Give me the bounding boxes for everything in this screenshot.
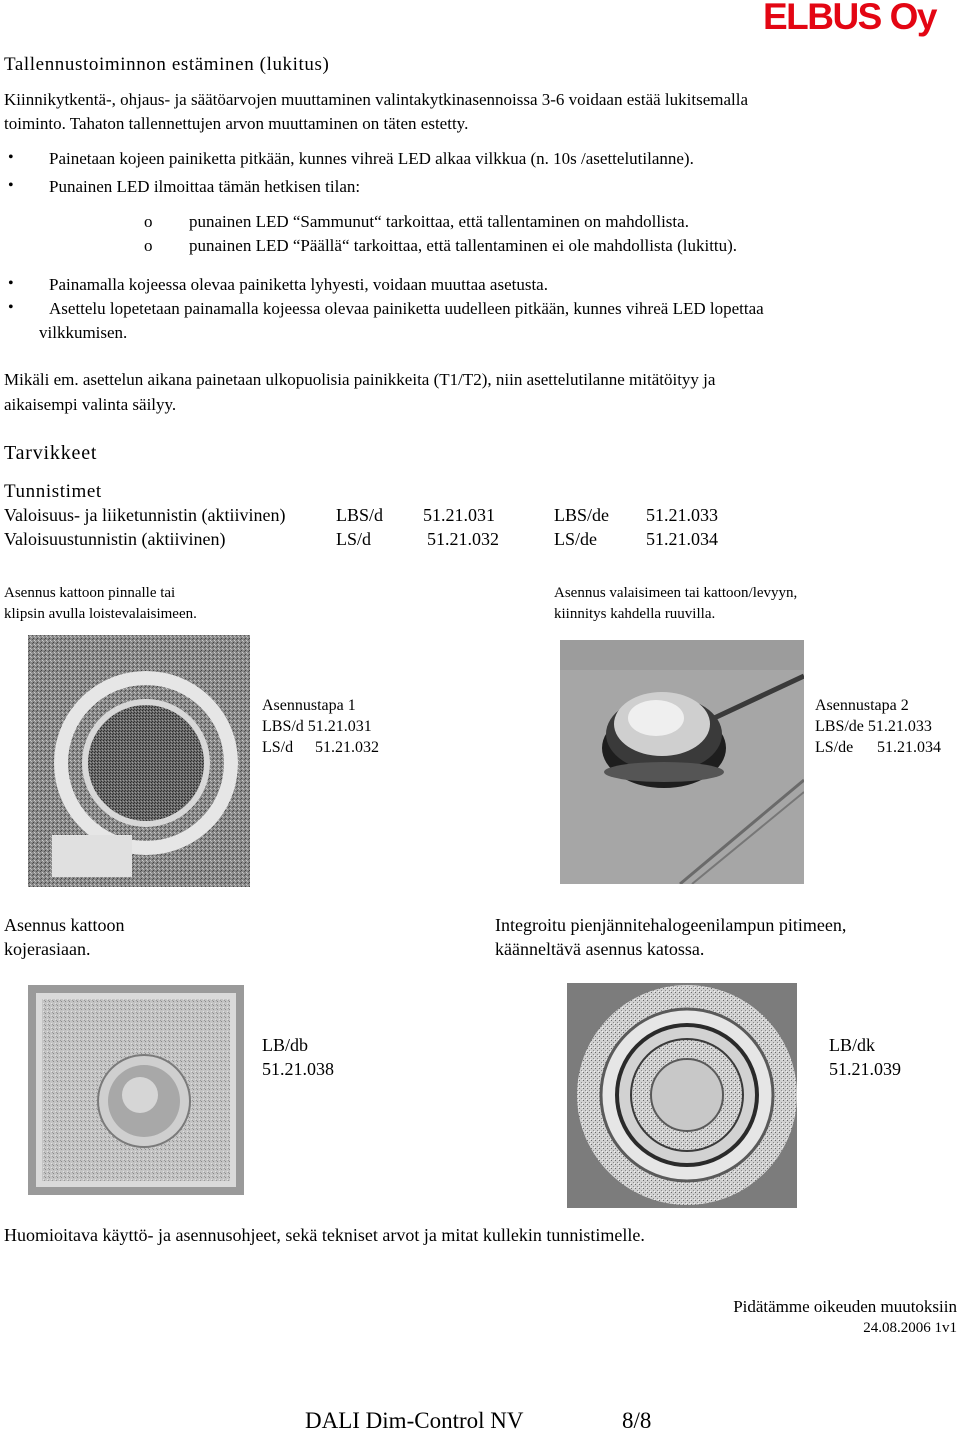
mount-right-line2: kiinnitys kahdella ruuvilla.: [554, 606, 716, 622]
halogen-caption-line2: käänneltävä asennus katossa.: [495, 939, 705, 959]
note-line2: aikaisempi valinta säilyy.: [4, 395, 177, 414]
lock-intro-line2: toiminto. Tahaton tallennettujen arvon muuttaminen on täten estetty.: [4, 114, 469, 133]
sensor-row-name: Valoisuus- ja liiketunnistin (aktiivinen): [4, 505, 286, 525]
method1-line1: LBS/d 51.21.031: [262, 718, 372, 735]
lb-db-type: LB/db: [262, 1035, 309, 1055]
rights-reserved: Pidätämme oikeuden muutoksiin: [733, 1297, 957, 1316]
box-caption-line1: Asennus kattoon: [4, 915, 125, 935]
method2-title: Asennustapa 2: [815, 697, 909, 714]
lb-dk-code: 51.21.039: [829, 1059, 901, 1079]
sensor-row-name: Valoisuustunnistin (aktiivinen): [4, 529, 226, 549]
sensor-row-code2: 51.21.033: [646, 505, 718, 525]
instruction-note: Huomioitava käyttö- ja asennusohjeet, sekä tekniset arvot ja mitat kullekin tunnistimelle.: [4, 1225, 645, 1245]
bullet-dot: •: [8, 275, 14, 292]
sensor-row-type2: LBS/de: [554, 505, 610, 525]
lb-db-code: 51.21.038: [262, 1059, 334, 1079]
method2-line2-type: LS/de: [815, 739, 854, 756]
mount-left-line1: Asennus kattoon pinnalle tai: [4, 585, 176, 601]
sub-bullet-2: punainen LED “Päällä“ tarkoittaa, että tallentaminen ei ole mahdollista (lukittu).: [189, 236, 738, 255]
sensor-row-type2: LS/de: [554, 529, 597, 549]
lock-section-heading: Tallennustoiminnon estäminen (lukitus): [4, 54, 330, 75]
method1-line2-type: LS/d: [262, 739, 294, 756]
method2-line2-code: 51.21.034: [877, 739, 941, 756]
method2-line1: LBS/de 51.21.033: [815, 718, 932, 735]
lock-intro-line1: Kiinnikytkentä-, ohjaus- ja säätöarvojen muuttaminen valintakytkinasennoissa 3-6 voidaan estää lukitsemalla: [4, 90, 749, 109]
sub-bullet-marker: o: [144, 236, 153, 255]
sensor-row-type1: LS/d: [336, 529, 372, 549]
accessories-heading: Tarvikkeet: [4, 442, 98, 464]
sub-bullet-1: punainen LED “Sammunut“ tarkoittaa, että tallentaminen on mahdollista.: [189, 212, 689, 231]
sensor-row-code1: 51.21.032: [427, 529, 499, 549]
sensor-box-photo: [28, 985, 244, 1195]
lb-dk-type: LB/dk: [829, 1035, 876, 1055]
sensor-row-code1: 51.21.031: [423, 505, 495, 525]
bullet-2: Punainen LED ilmoittaa tämän hetkisen tilan:: [49, 177, 361, 196]
bullet-4-line2: vilkkumisen.: [39, 323, 128, 342]
sensor-row-code2: 51.21.034: [646, 529, 718, 549]
bullet-3: Painamalla kojeessa olevaa painiketta lyhyesti, voidaan muuttaa asetusta.: [49, 275, 548, 294]
mount-right-line1: Asennus valaisimeen tai kattoon/levyyn,: [554, 585, 798, 601]
mount-left-line2: klipsin avulla loistevalaisimeen.: [4, 606, 197, 622]
bullet-dot: •: [8, 177, 14, 194]
method1-line2-code: 51.21.032: [315, 739, 379, 756]
halogen-caption-line1: Integroitu pienjännitehalogeenilampun pitimeen,: [495, 915, 847, 935]
box-caption-line2: kojerasiaan.: [4, 939, 91, 959]
sensors-heading: Tunnistimet: [4, 481, 102, 502]
sensor-row-type1: LBS/d: [336, 505, 384, 525]
method1-title: Asennustapa 1: [262, 697, 356, 714]
brand-logo: ELBUS Oy: [762, 0, 936, 37]
footer-title: DALI Dim-Control NV: [305, 1408, 524, 1433]
sensor-flush-photo: [28, 635, 250, 887]
page-number: 8/8: [622, 1408, 652, 1433]
sensor-luminaire-photo: [560, 640, 804, 884]
bullet-dot: •: [8, 299, 14, 316]
sub-bullet-marker: o: [144, 212, 153, 231]
bullet-4-line1: Asettelu lopetetaan painamalla kojeessa olevaa painiketta uudelleen pitkään, kunnes vihreä LED lopettaa: [49, 299, 764, 318]
bullet-1: Painetaan kojeen painiketta pitkään, kunnes vihreä LED alkaa vilkkua (n. 10s /asettelutilanne).: [49, 149, 694, 168]
note-line1: Mikäli em. asettelun aikana painetaan ulkopuolisia painikkeita (T1/T2), niin asettelutilanne mitätöityy ja: [4, 370, 716, 389]
bullet-dot: •: [8, 149, 14, 166]
sensor-halogen-photo: [567, 983, 797, 1208]
version-date: 24.08.2006 1v1: [863, 1320, 957, 1336]
